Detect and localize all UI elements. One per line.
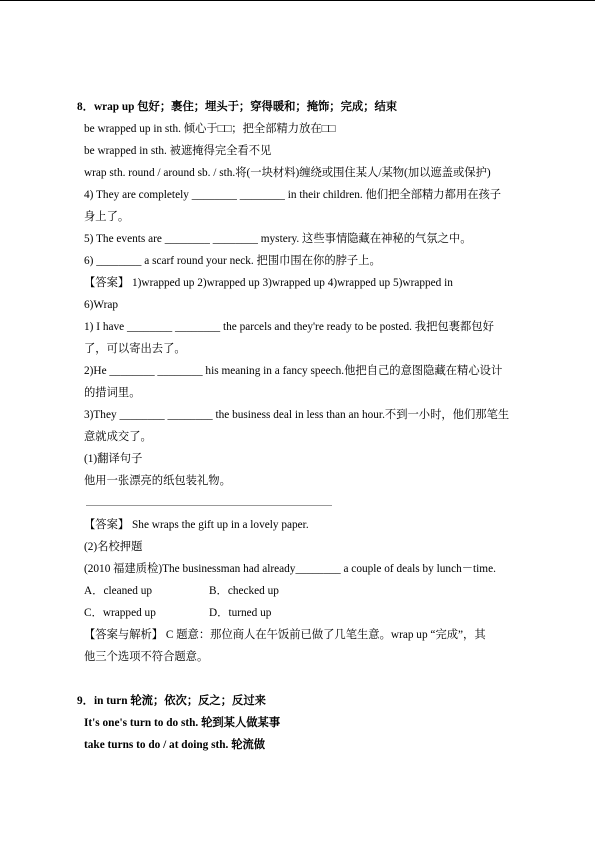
answer-line-1: 【答案】 1)wrapped up 2)wrapped up 3)wrapped up 4)wrapped up 5)wrapped in [84,277,453,289]
phrase-wrap-round: wrap sth. round / around sb. / sth.将(一块材料)缠绕或围住某人/某物(加以遮盖或保护) [84,167,491,179]
translate-prompt: 他用一张漂亮的纸包装礼物。 [84,475,231,487]
exam-label: (2)名校押题 [84,541,143,553]
exercise-2-line-2: 的措词里。 [84,387,141,399]
exercise-4-line-2: 身上了。 [84,211,130,223]
section-8-heading: 8．wrap up 包好；裹住；埋头于；穿得暖和；掩饰；完成；结束 [77,101,398,113]
page-top-border [0,0,595,1]
analysis-line-1: 【答案与解析】 C 题意：那位商人在午饭前已做了几笔生意。wrap up “完成”，其 [84,629,486,641]
option-a: A．cleaned up [84,585,153,597]
exercise-4-line-1: 4) They are completely ________ ________ in their children. 他们把全部精力都用在孩子 [84,189,502,201]
analysis-line-2: 他三个选项不符合题意。 [84,651,209,663]
exercise-1-line-2: 了，可以寄出去了。 [84,343,186,355]
phrase-take-turns: take turns to do / at doing sth. 轮流做 [84,739,266,751]
option-c: C．wrapped up [84,607,156,619]
options-row-2 [84,602,544,624]
document-page [77,96,544,756]
exercise-5: 5) The events are ________ ________ mystery. 这些事情隐藏在神秘的气氛之中。 [84,233,472,245]
phrase-be-wrapped-up-in: be wrapped up in sth. 倾心于□□；把全部精力放在□□ [84,123,336,135]
answer-line-2: 6)Wrap [84,299,119,311]
translate-answer: 【答案】 She wraps the gift up in a lovely paper. [84,519,309,531]
phrase-ones-turn: It's one's turn to do sth. 轮到某人做某事 [84,717,281,729]
exercise-3-line-2: 意就成交了。 [84,431,152,443]
exercise-6: 6) ________ a scarf round your neck. 把围巾围在你的脖子上。 [84,255,381,267]
options-row-1 [84,580,544,602]
exercise-1-line-1: 1) I have ________ ________ the parcels and they're ready to be posted. 我把包裹都包好 [84,321,494,333]
section-9-heading: 9．in turn 轮流；依次；反之；反过来 [77,695,266,707]
phrase-be-wrapped-in: be wrapped in sth. 被遮掩得完全看不见 [84,145,272,157]
section-spacer [84,668,544,690]
option-d: D．turned up [209,607,272,619]
exercise-2-line-1: 2)He ________ ________ his meaning in a fancy speech.他把自己的意图隐藏在精心设计 [84,365,503,377]
exercise-3-line-1: 3)They ________ ________ the business deal in less than an hour.不到一小时，他们那笔生 [84,409,510,421]
translate-label: (1)翻译句子 [84,453,143,465]
answer-blank-line [84,492,544,514]
exam-question: (2010 福建质检)The businessman had already________ a couple of deals by lunch－time. [84,563,496,575]
option-b: B．checked up [209,585,279,597]
